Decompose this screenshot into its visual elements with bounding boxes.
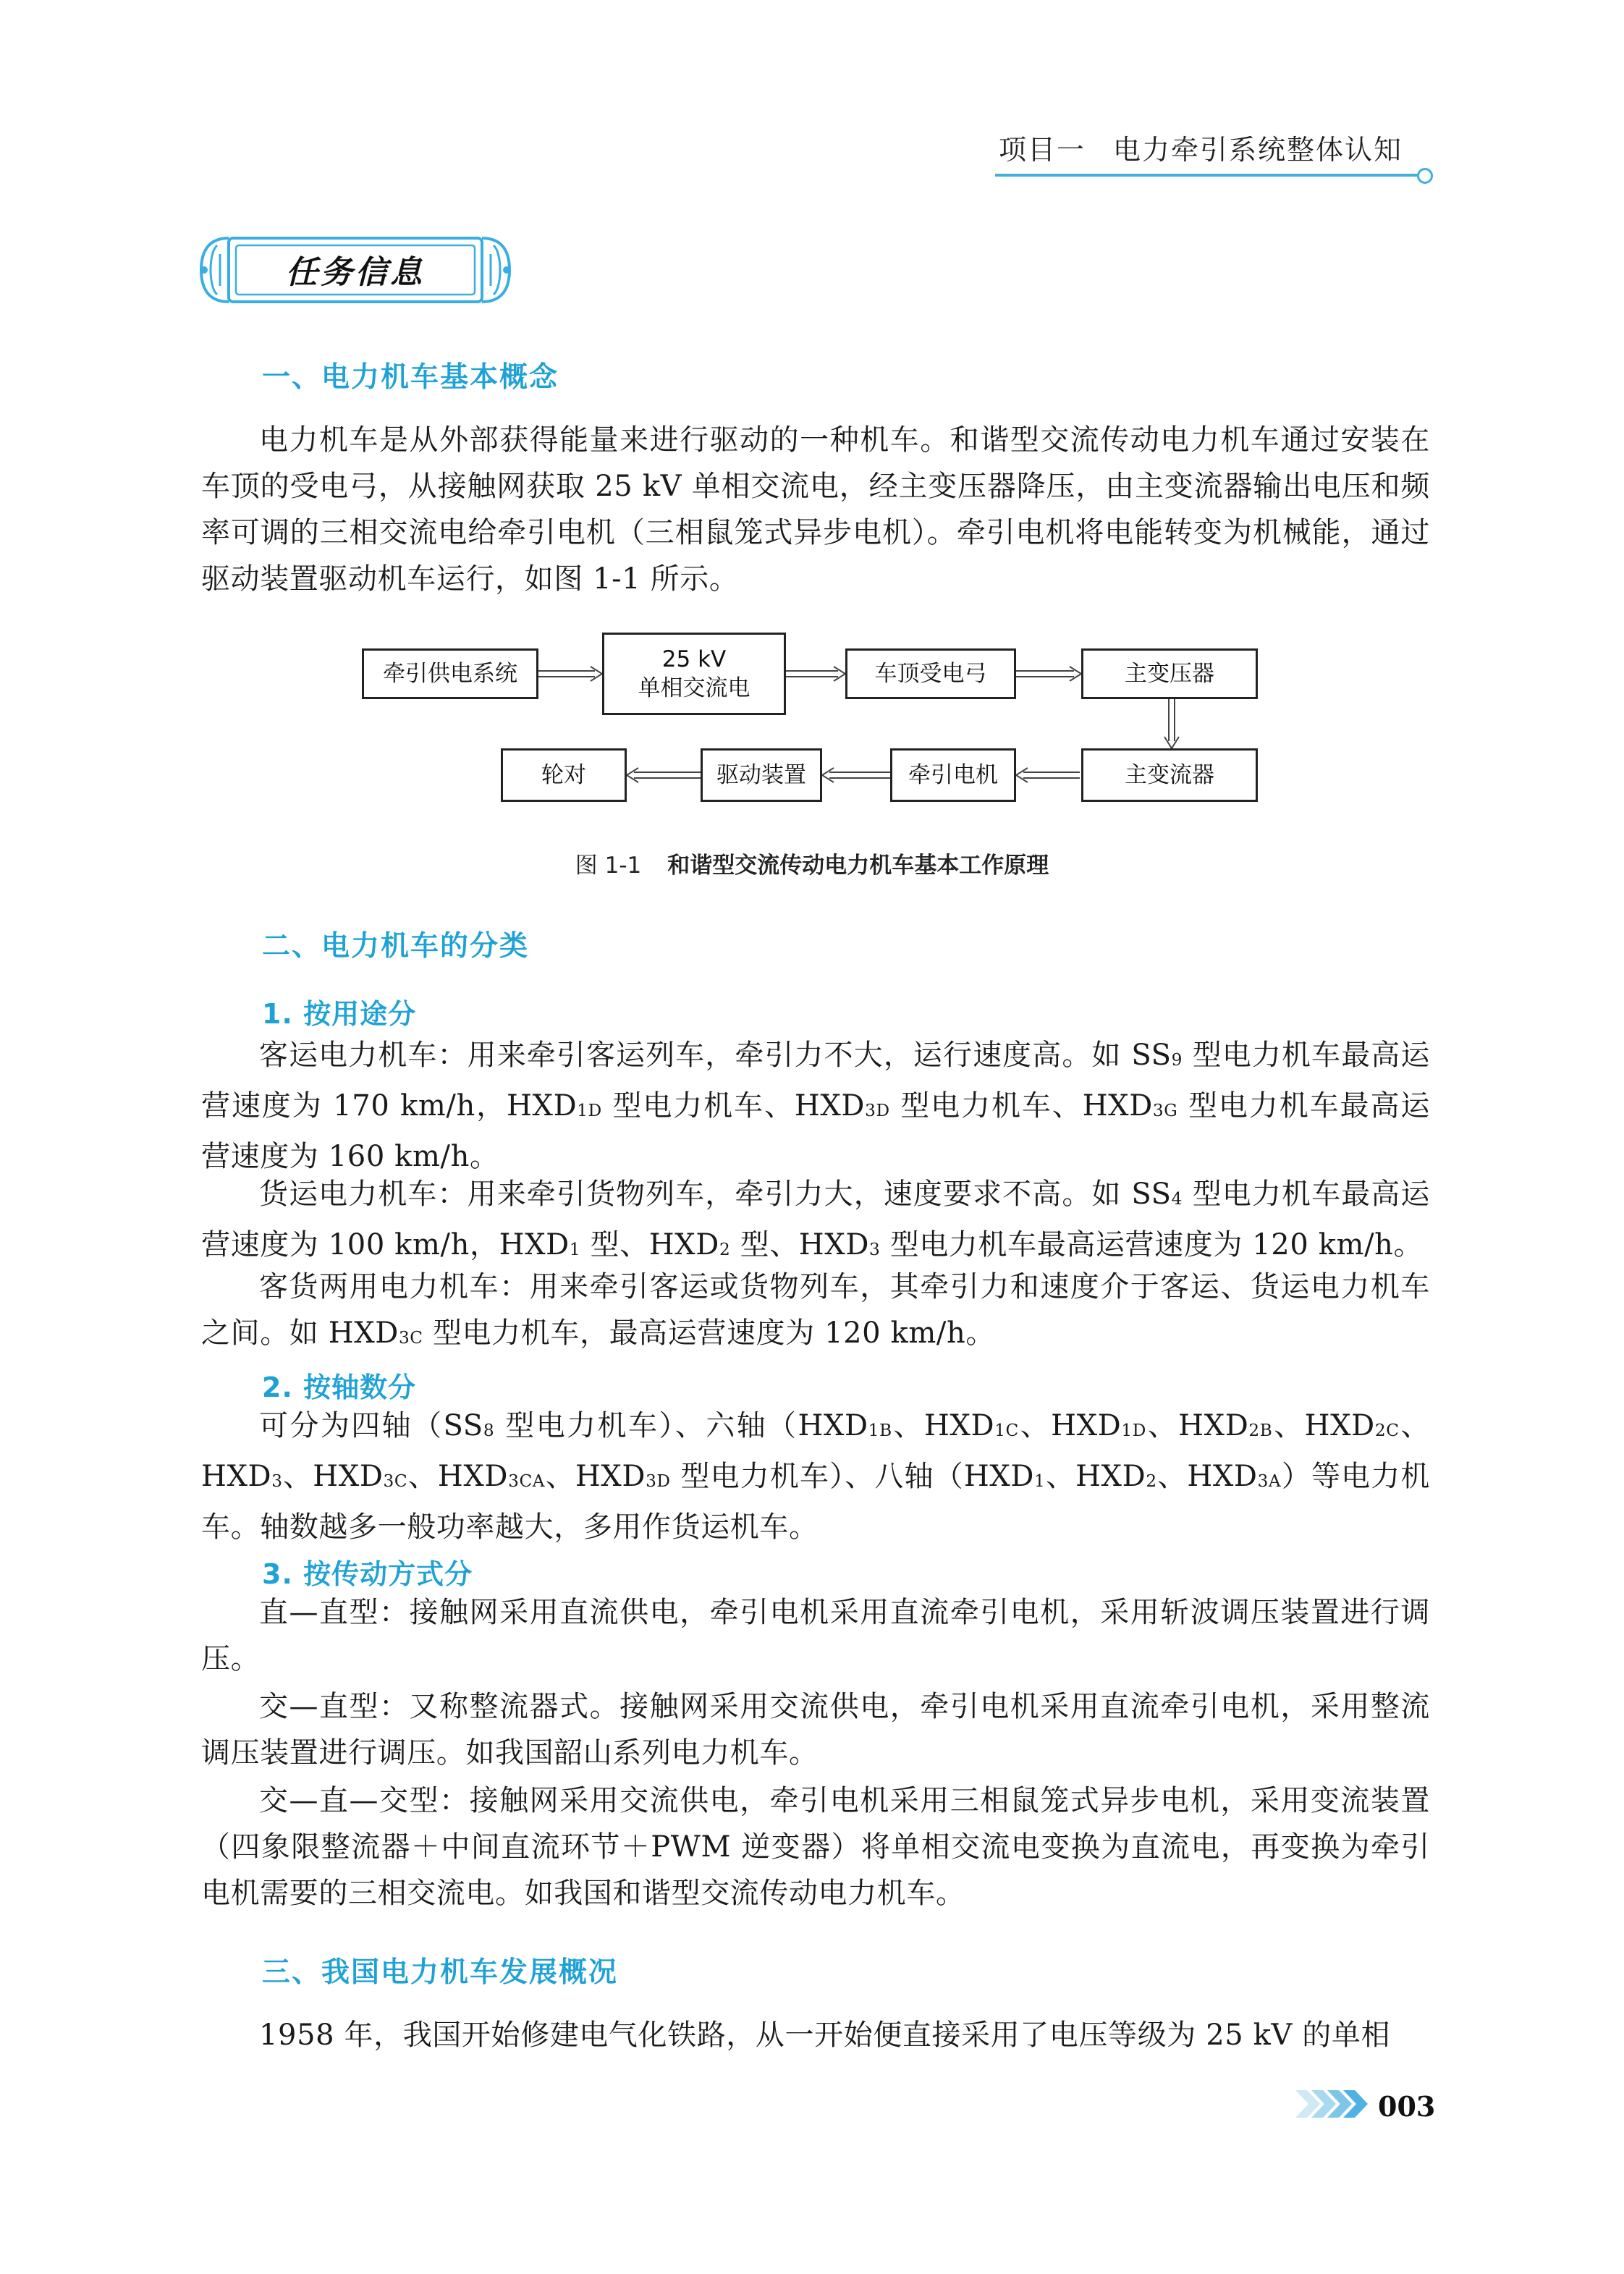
task-banner-title: 任务信息 bbox=[286, 254, 425, 291]
subsection-by-usage: 1. 按用途分 bbox=[262, 998, 417, 1030]
node-main-converter bbox=[1081, 748, 1258, 802]
arrow-voltage-to-pantograph bbox=[786, 667, 845, 681]
node-traction-motor bbox=[890, 748, 1016, 802]
arrow-motor-to-drive bbox=[822, 768, 890, 782]
section-1-heading: 一、电力机车基本概念 bbox=[262, 361, 559, 394]
section-2-heading: 二、电力机车的分类 bbox=[262, 930, 530, 963]
figure-caption-text: 和谐型交流传动电力机车基本工作原理 bbox=[667, 853, 1049, 879]
node-main-transformer bbox=[1081, 648, 1258, 699]
node-traction-supply-label: 牵引供电系统 bbox=[383, 661, 517, 687]
arrow-transformer-to-converter bbox=[1164, 699, 1179, 748]
subsection-by-axles: 2. 按轴数分 bbox=[262, 1371, 417, 1403]
freight-locomotive-paragraph: 货运电力机车：用来牵引货物列车，牵引力大，速度要求不高。如 SS4 型电力机车最高运营速度为 100 km/h，HXD1 型、HXD2 型、HXD3 型电力机车最高运营速度为 120 km/h。 bbox=[201, 1178, 1430, 1261]
section-1-text: 电力机车是从外部获得能量来进行驱动的一种机车。和谐型交流传动电力机车通过安装在车顶的受电弓，从接触网获取 25 kV 单相交流电，经主变压器降压，由主变流器输出电压和频率可调的三相交流电给牵引电机（三相鼠笼式异步电机）。牵引电机将电能转变为机械能，通过驱动装置驱动机车运行，如图 1-1 所示。 bbox=[201, 423, 1430, 596]
section-3-text: 1958 年，我国开始修建电气化铁路，从一开始便直接采用了电压等级为 25 kV 的单相 bbox=[259, 2019, 1391, 2052]
diagram-arrows bbox=[0, 0, 1624, 818]
section-3-paragraph bbox=[201, 2012, 1430, 2058]
node-wheelset bbox=[501, 748, 627, 802]
node-pantograph-label: 车顶受电弓 bbox=[874, 661, 987, 687]
node-drive-unit bbox=[701, 748, 822, 802]
axle-count-paragraph: 可分为四轴（SS8 型电力机车）、六轴（HXD1B、HXD1C、HXD1D、HXD2B、HXD2C、HXD3、HXD3C、HXD3CA、HXD3D 型电力机车）、八轴（HXD1、HXD2、HXD3A）等电力机车。轴数越多一般功率越大，多用作货运机车。 bbox=[201, 1409, 1430, 1544]
node-voltage-line2: 单相交流电 bbox=[638, 675, 750, 701]
node-transformer-label: 主变压器 bbox=[1125, 661, 1214, 687]
arrow-supply-to-voltage bbox=[538, 667, 602, 681]
arrow-drive-to-wheelset bbox=[627, 768, 701, 782]
page-chevrons-icon bbox=[1295, 2087, 1372, 2121]
dual-use-locomotive-paragraph: 客货两用电力机车：用来牵引客运或货物列车，其牵引力和速度介于客运、货运电力机车之间。如 HXD3C 型电力机车，最高运营速度为 120 km/h。 bbox=[201, 1270, 1430, 1350]
node-wheelset-label: 轮对 bbox=[541, 762, 586, 788]
node-25kv-single-phase bbox=[602, 633, 786, 715]
node-voltage-line1: 25 kV bbox=[661, 646, 727, 672]
node-drive-label: 驱动装置 bbox=[716, 762, 806, 788]
header-title: 电力牵引系统整体认知 bbox=[1113, 134, 1403, 166]
subsection-by-transmission: 3. 按传动方式分 bbox=[262, 1558, 473, 1590]
dc-dc-paragraph: 直—直型：接触网采用直流供电，牵引电机采用直流牵引电机，采用斩波调压装置进行调压。 bbox=[201, 1596, 1430, 1675]
passenger-locomotive-paragraph: 客运电力机车：用来牵引客运列车，牵引力不大，运行速度高。如 SS9 型电力机车最高运营速度为 170 km/h，HXD1D 型电力机车、HXD3D 型电力机车、HXD3G 型电力机车最高运营速度为 160 km/h。 bbox=[201, 1039, 1430, 1173]
header-project: 项目一 bbox=[999, 134, 1086, 166]
figure-caption bbox=[0, 847, 1624, 879]
section-3-heading: 三、我国电力机车发展概况 bbox=[262, 1956, 619, 1989]
ac-dc-paragraph: 交—直型：又称整流器式。接触网采用交流供电，牵引电机采用直流牵引电机，采用整流调压装置进行调压。如我国韶山系列电力机车。 bbox=[201, 1690, 1430, 1770]
node-motor-label: 牵引电机 bbox=[908, 762, 998, 788]
ac-dc-ac-paragraph: 交—直—交型：接触网采用交流供电，牵引电机采用三相鼠笼式异步电机，采用变流装置（四象限整流器＋中间直流环节＋PWM 逆变器）将单相交流电变换为直流电，再变换为牵引电机需要的三相交流电。如我国和谐型交流传动电力机车。 bbox=[201, 1784, 1430, 1910]
arrow-pantograph-to-transformer bbox=[1016, 667, 1081, 681]
node-traction-supply bbox=[362, 648, 538, 699]
node-converter-label: 主变流器 bbox=[1125, 762, 1214, 788]
figure-1-1-diagram bbox=[0, 0, 1624, 818]
arrow-converter-to-motor bbox=[1016, 768, 1080, 782]
figure-caption-number: 图 1-1 bbox=[575, 853, 642, 879]
node-pantograph bbox=[845, 648, 1016, 699]
page-number: 003 bbox=[1378, 2090, 1436, 2123]
